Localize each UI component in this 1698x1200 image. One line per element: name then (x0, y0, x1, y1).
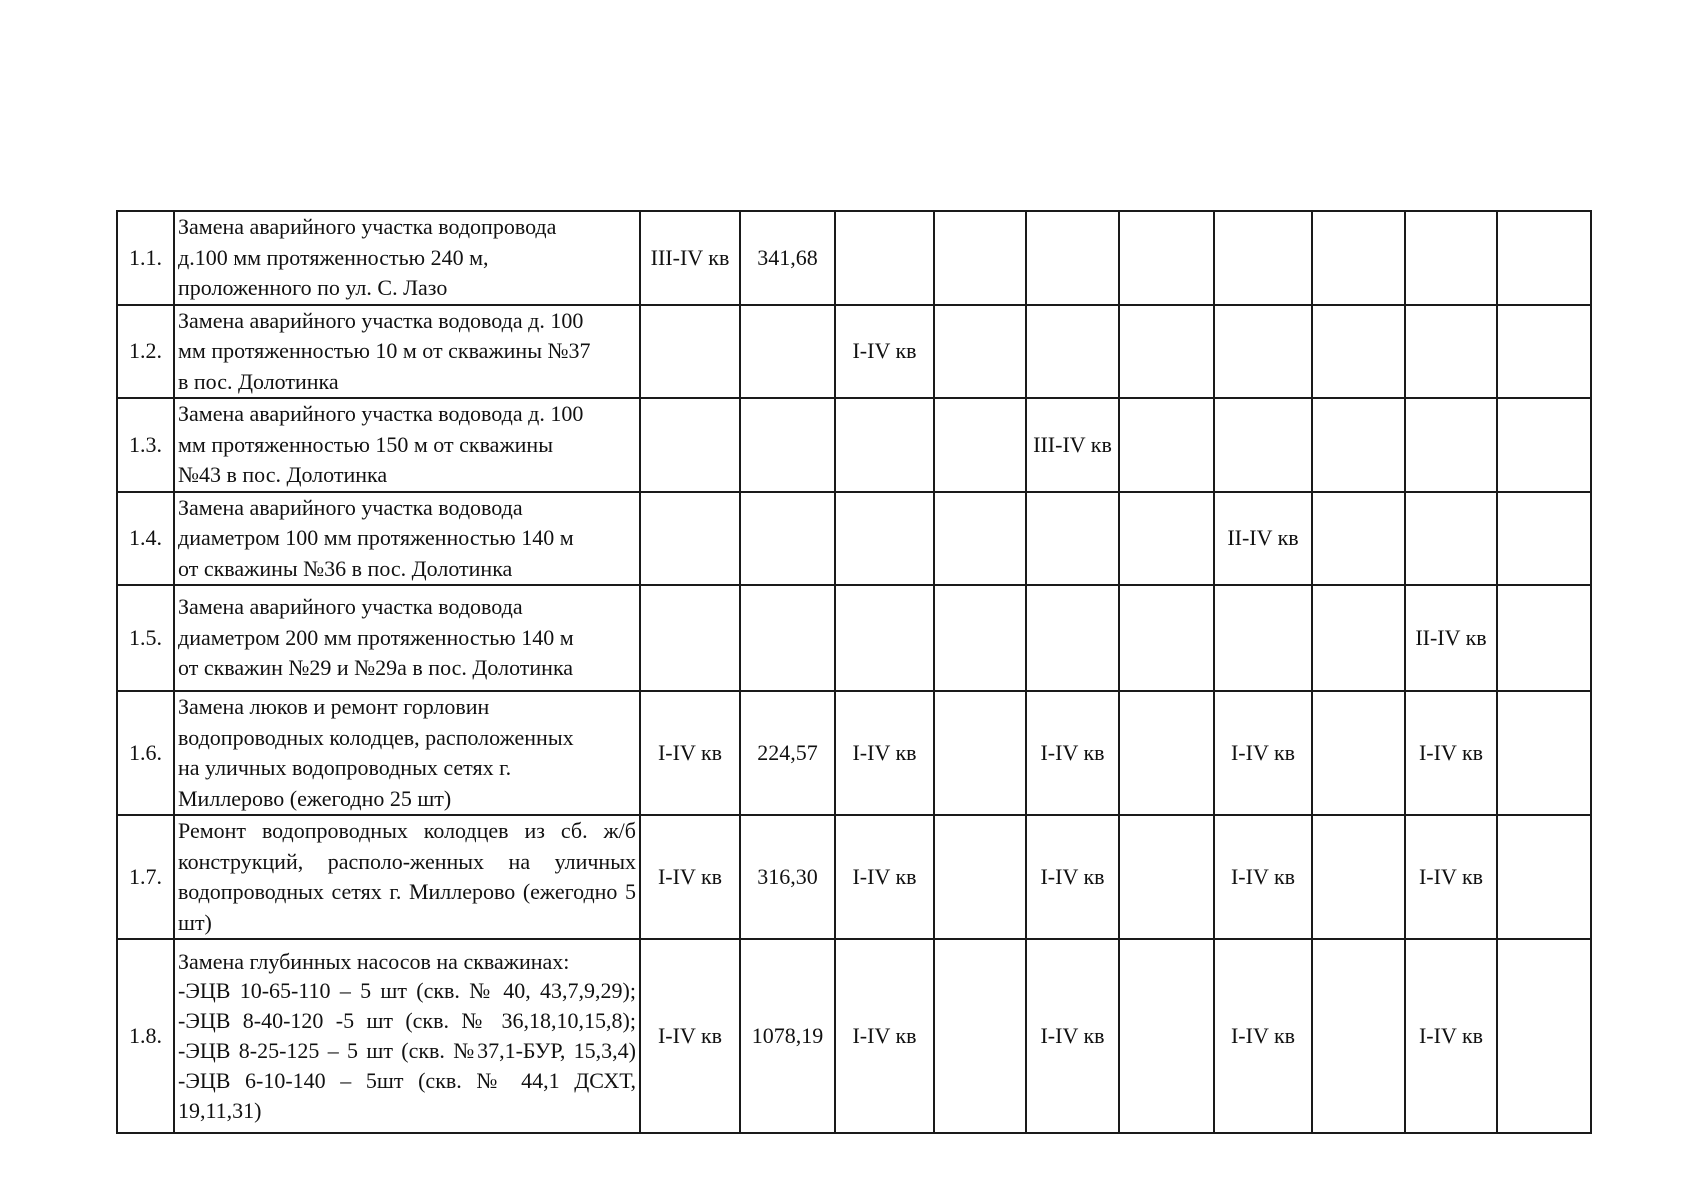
row-cell: I-IV кв (1026, 939, 1119, 1133)
row-cell (740, 585, 835, 691)
row-cell (835, 585, 934, 691)
row-cell (1405, 211, 1497, 305)
row-cell: I-IV кв (640, 939, 740, 1133)
row-cell (1119, 939, 1214, 1133)
row-cell (1026, 211, 1119, 305)
row-cell (1497, 939, 1591, 1133)
row-cell: I-IV кв (640, 815, 740, 939)
row-cell (934, 691, 1026, 815)
row-cell: 224,57 (740, 691, 835, 815)
row-description: Замена аварийного участка водовода д. 100 мм протяженностью 10 м от скважины №37 в пос. Долотинка (174, 305, 640, 399)
row-cell (1405, 398, 1497, 492)
row-number: 1.4. (117, 492, 174, 586)
row-cell: 1078,19 (740, 939, 835, 1133)
row-cell: I-IV кв (1214, 815, 1312, 939)
row-cell: I-IV кв (1214, 939, 1312, 1133)
row-cell (1497, 815, 1591, 939)
row-cell: I-IV кв (835, 305, 934, 399)
row-description: Замена люков и ремонт горловин водопроводных колодцев, расположенных на уличных водопроводных сетях г. Миллерово (ежегодно 25 шт) (174, 691, 640, 815)
row-description: Замена аварийного участка водовода д. 100 мм протяженностью 150 м от скважины №43 в пос. Долотинка (174, 398, 640, 492)
row-cell (740, 492, 835, 586)
row-cell (1119, 815, 1214, 939)
row-cell: I-IV кв (1405, 815, 1497, 939)
work-plan-table (116, 210, 1592, 1134)
row-cell (1026, 492, 1119, 586)
table-row (117, 492, 1591, 586)
row-cell (934, 585, 1026, 691)
row-cell (1119, 398, 1214, 492)
row-cell (1312, 815, 1405, 939)
row-cell (1312, 939, 1405, 1133)
row-description: Замена аварийного участка водопровода д.100 мм протяженностью 240 м, проложенного по ул. С. Лазо (174, 211, 640, 305)
row-cell: I-IV кв (640, 691, 740, 815)
row-cell: I-IV кв (1405, 939, 1497, 1133)
row-description: Ремонт водопроводных колодцев из сб. ж/б конструкций, располо-женных на уличных водопроводных сетях г. Миллерово (ежегодно 5 шт) (174, 815, 640, 939)
row-cell (1497, 305, 1591, 399)
row-cell (1497, 211, 1591, 305)
row-cell (934, 815, 1026, 939)
row-number: 1.3. (117, 398, 174, 492)
table-row (117, 305, 1591, 399)
row-cell (640, 305, 740, 399)
row-cell (1214, 398, 1312, 492)
row-number: 1.7. (117, 815, 174, 939)
row-cell (1119, 211, 1214, 305)
row-cell (740, 305, 835, 399)
row-cell (934, 939, 1026, 1133)
row-cell (1312, 211, 1405, 305)
row-number: 1.2. (117, 305, 174, 399)
row-description: Замена глубинных насосов на скважинах: -ЭЦВ 10-65-110 – 5 шт (скв. № 40, 43,7,9,29); -ЭЦВ 8-40-120 -5 шт (скв. № 36,18,10,15,8); -ЭЦВ 8-25-125 – 5 шт (скв. №37,1-БУР, 15,3,4) -ЭЦВ 6-10-140 – 5шт (скв. № 44,1 ДСХТ, 19,11,31) (174, 939, 640, 1133)
row-cell (1119, 305, 1214, 399)
row-number: 1.5. (117, 585, 174, 691)
row-number: 1.6. (117, 691, 174, 815)
row-description: Замена аварийного участка водовода диаметром 100 мм протяженностью 140 м от скважины №36 в пос. Долотинка (174, 492, 640, 586)
row-cell: II-IV кв (1405, 585, 1497, 691)
row-cell (1312, 585, 1405, 691)
row-number: 1.8. (117, 939, 174, 1133)
row-cell (934, 211, 1026, 305)
row-cell (640, 585, 740, 691)
table-row (117, 815, 1591, 939)
row-cell: I-IV кв (835, 939, 934, 1133)
row-cell: I-IV кв (1026, 691, 1119, 815)
table-row (117, 691, 1591, 815)
row-cell (1026, 585, 1119, 691)
row-cell: 341,68 (740, 211, 835, 305)
row-cell: I-IV кв (835, 815, 934, 939)
row-cell (1119, 492, 1214, 586)
table-body (117, 211, 1591, 1133)
row-cell (1214, 585, 1312, 691)
row-cell (640, 398, 740, 492)
row-cell (1497, 691, 1591, 815)
row-cell (640, 492, 740, 586)
row-cell (835, 211, 934, 305)
row-cell (1119, 585, 1214, 691)
row-cell: 316,30 (740, 815, 835, 939)
row-cell (835, 398, 934, 492)
row-cell (1405, 305, 1497, 399)
row-cell (934, 398, 1026, 492)
row-cell: III-IV кв (640, 211, 740, 305)
table-row (117, 585, 1591, 691)
table-row (117, 398, 1591, 492)
row-cell: III-IV кв (1026, 398, 1119, 492)
row-cell: I-IV кв (835, 691, 934, 815)
row-cell: I-IV кв (1214, 691, 1312, 815)
row-cell (934, 305, 1026, 399)
table-row (117, 211, 1591, 305)
row-cell (1312, 305, 1405, 399)
row-cell (1312, 398, 1405, 492)
row-cell (934, 492, 1026, 586)
row-cell (1026, 305, 1119, 399)
row-cell (1214, 305, 1312, 399)
row-cell (1405, 492, 1497, 586)
row-cell (740, 398, 835, 492)
row-description: Замена аварийного участка водовода диаметром 200 мм протяженностью 140 м от скважин №29 и №29а в пос. Долотинка (174, 585, 640, 691)
row-cell (1497, 398, 1591, 492)
row-cell (1312, 492, 1405, 586)
row-cell: II-IV кв (1214, 492, 1312, 586)
row-cell: I-IV кв (1026, 815, 1119, 939)
row-cell (835, 492, 934, 586)
row-number: 1.1. (117, 211, 174, 305)
row-cell (1497, 492, 1591, 586)
table-row (117, 939, 1591, 1133)
row-cell: I-IV кв (1405, 691, 1497, 815)
row-cell (1119, 691, 1214, 815)
row-cell (1312, 691, 1405, 815)
row-cell (1497, 585, 1591, 691)
row-cell (1214, 211, 1312, 305)
